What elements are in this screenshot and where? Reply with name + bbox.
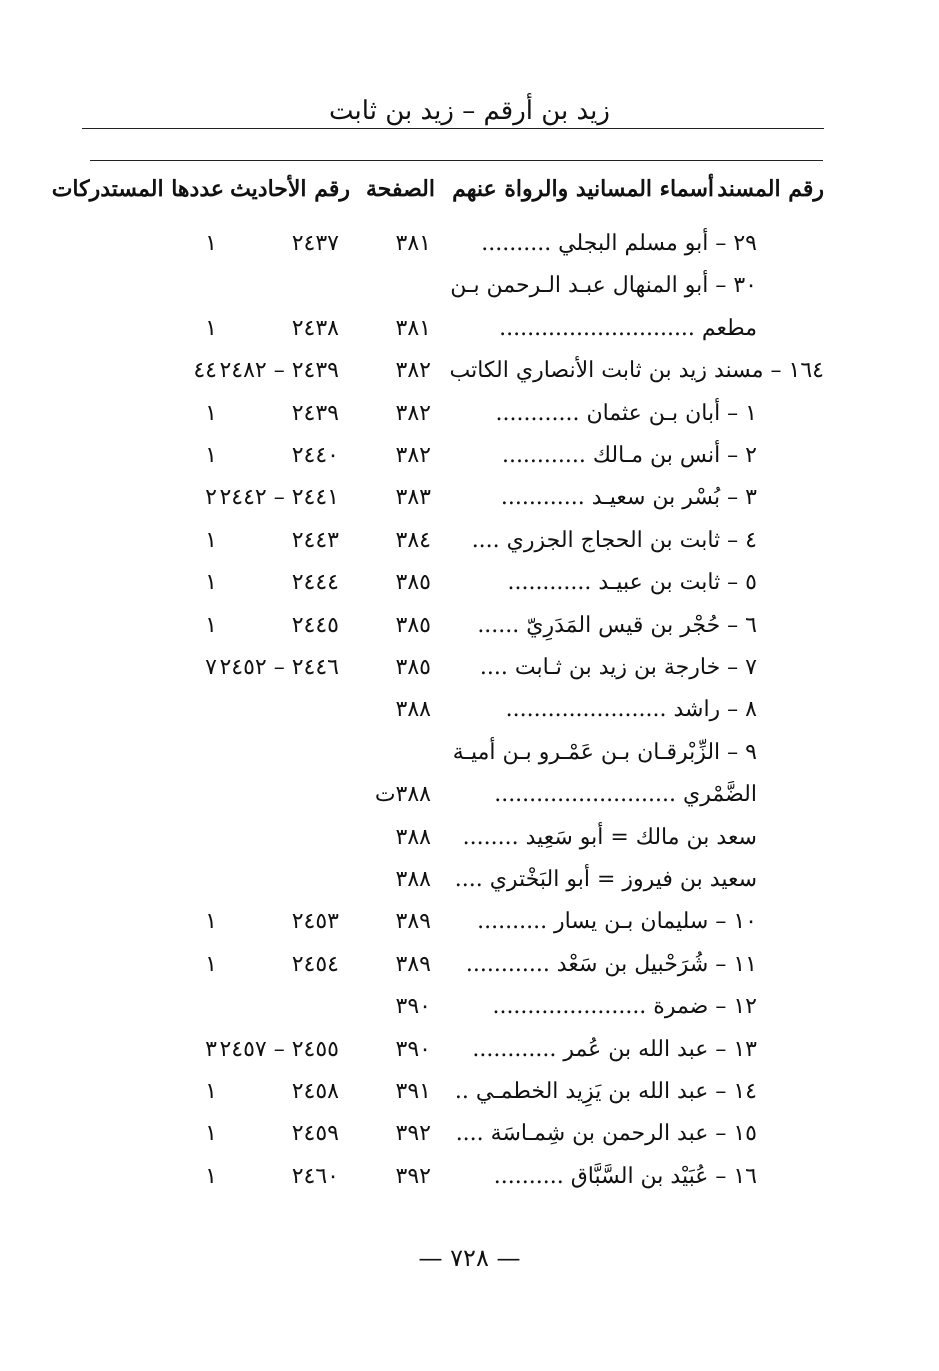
entry-page: ٣٨٥ [395,655,431,680]
entry-name: ٣ – بُسْر بن سعيـد ............ [500,485,757,511]
header-rule [90,160,823,161]
entry-name: ١ – أبان بـن عثمان ............ [495,400,757,426]
table-row [0,945,939,985]
entry-count: ١ [205,612,217,638]
column-header-count: عددها المستدركات [51,176,224,202]
entry-page: ٣٩٠ [395,994,431,1020]
entry-count: ١ [205,951,217,977]
entry-hadith-numbers: ٢٤٣٨ [291,315,339,341]
entry-page: ٣٨٢ [395,358,431,384]
table-row [0,309,939,349]
table-row [0,394,939,434]
entry-hadith-numbers: ٢٤٤٦ – ٢٤٥٢ [219,655,339,680]
table-row [0,902,939,942]
table-row [0,648,939,688]
entry-hadith-numbers: ٢٤٣٩ – ٢٤٨٢ [219,358,339,384]
entry-count: ١ [205,1163,217,1189]
entry-name: سعد بن مالك = أبو سَعِيد ........ [462,824,757,850]
entry-name: ١٦ – عُبَيْد بن السَّبَّاق .......... [493,1163,757,1189]
entry-name: ٧ – خارجة بن زيد بن ثـابت .... [479,655,757,680]
entry-hadith-numbers: ٢٤٥٩ [291,1121,339,1147]
entry-count: ١ [205,1121,217,1147]
entry-page: ٣٨٤ [395,527,431,553]
top-rule [82,128,824,129]
table-row [0,1030,939,1070]
table-row [0,1114,939,1154]
entry-count: ١ [205,315,217,341]
table-row [0,521,939,561]
table-row [0,563,939,603]
entry-hadith-numbers: ٢٤٤٠ [291,443,339,468]
entry-hadith-numbers: ٢٤٤١ – ٢٤٤٢ [219,485,339,511]
entry-hadith-numbers: ٢٤٦٠ [291,1163,339,1189]
entry-count: ١ [205,443,217,468]
entry-page: ٣٨٥ [395,570,431,596]
entry-name: ١٠ – سليمان بـن يسار .......... [477,909,757,935]
entry-page: ٣٩٠ [395,1036,431,1062]
entry-name: ١٦٤ – مسند زيد بن ثابت الأنصاري الكاتب [449,358,824,384]
entry-count: ١ [205,1079,217,1104]
entry-name: مطعم ............................ [499,315,757,341]
entry-name: ١٣ – عبد الله بن عُمر ............ [472,1036,757,1062]
entry-hadith-numbers: ٢٤٥٤ [291,951,339,977]
entry-name: ٢٩ – أبو مسلم البجلي .......... [481,231,757,256]
entry-page: ٣٩١ [395,1079,431,1104]
entry-page: ٣٨٢ [395,400,431,426]
table-row [0,987,939,1027]
entry-page: ٣٨٨ [395,824,431,850]
entry-name: ١٢ – ضمرة ...................... [492,994,757,1020]
entry-hadith-numbers: ٢٤٤٣ [291,527,339,553]
entry-count: ١ [205,570,217,596]
entry-hadith-numbers: ٢٤٤٥ [291,612,339,638]
entry-page: ٣٨١ [395,315,431,341]
table-row [0,266,939,306]
entry-page: ٣٨٨ [395,697,431,723]
entry-name: ٥ – ثابت بن عبيـد ............ [507,570,757,596]
entry-page: ٣٨٨ت [374,782,431,808]
entry-name: ٢ – أنس بن مـالك ............ [501,443,757,468]
entry-name: سعيد بن فيروز = أبو البَخْتري .... [454,867,757,892]
page-number: — ٧٢٨ — [418,1244,521,1272]
column-header-names: أسماء المسانيد والرواة عنهم [452,176,714,202]
table-row [0,478,939,518]
entry-name: ٨ – راشد ....................... [505,697,757,723]
table-row [0,436,939,476]
entry-name: ١٥ – عبد الرحمن بن شِمـاسَة .... [455,1121,757,1147]
entry-count: ٢ [205,485,217,511]
column-header-musnad-no: رقم المسند [717,176,824,202]
entry-name: ٣٠ – أبو المنهال عبـد الـرحمن بـن [450,273,757,299]
table-row [0,606,939,646]
entry-hadith-numbers: ٢٤٣٧ [291,231,339,256]
table-row [0,224,939,264]
entry-page: ٣٨٥ [395,612,431,638]
entry-count: ٤٤ [193,358,217,384]
entry-name: الضَّمْري .......................... [494,782,757,808]
entry-name: ١١ – شُرَحْبيل بن سَعْد ............ [465,951,757,977]
column-header-page: الصفحة [365,176,435,202]
entry-count: ٧ [205,655,217,680]
entry-name: ٩ – الزِّبْرقـان بـن عَمْـرو بـن أميـة [452,739,757,765]
table-row [0,775,939,815]
entry-page: ٣٩٢ [395,1163,431,1189]
table-row [0,1157,939,1197]
entry-count: ٣ [205,1036,217,1062]
entry-page: ٣٨٨ [395,867,431,892]
entry-count: ١ [205,909,217,935]
entry-hadith-numbers: ٢٤٥٣ [291,909,339,935]
table-row [0,733,939,773]
entry-count: ١ [205,231,217,256]
entry-hadith-numbers: ٢٤٣٩ [291,400,339,426]
entry-page: ٣٨١ [395,231,431,256]
entry-page: ٣٩٢ [395,1121,431,1147]
table-row [0,690,939,730]
entry-count: ١ [205,400,217,426]
entry-hadith-numbers: ٢٤٥٥ – ٢٤٥٧ [219,1036,339,1062]
entry-name: ٤ – ثابت بن الحجاج الجزري .... [471,527,757,553]
table-row [0,351,939,391]
table-row [0,818,939,858]
entry-page: ٣٨٩ [395,909,431,935]
entry-page: ٣٨٩ [395,951,431,977]
entry-hadith-numbers: ٢٤٤٤ [291,570,339,596]
entry-name: ٦ – حُجْر بن قيس المَدَرِيّ ...... [477,612,757,638]
entry-hadith-numbers: ٢٤٥٨ [291,1079,339,1104]
table-row [0,860,939,900]
entry-page: ٣٨٣ [395,485,431,511]
table-row [0,1072,939,1112]
column-header-hadith-nos: رقم الأحاديث [230,176,350,202]
entry-count: ١ [205,527,217,553]
entry-name: ١٤ – عبد الله بن يَزِيد الخطمـي .. [454,1079,757,1104]
running-head: زيد بن أرقم – زيد بن ثابت [329,96,610,126]
entry-page: ٣٨٢ [395,443,431,468]
